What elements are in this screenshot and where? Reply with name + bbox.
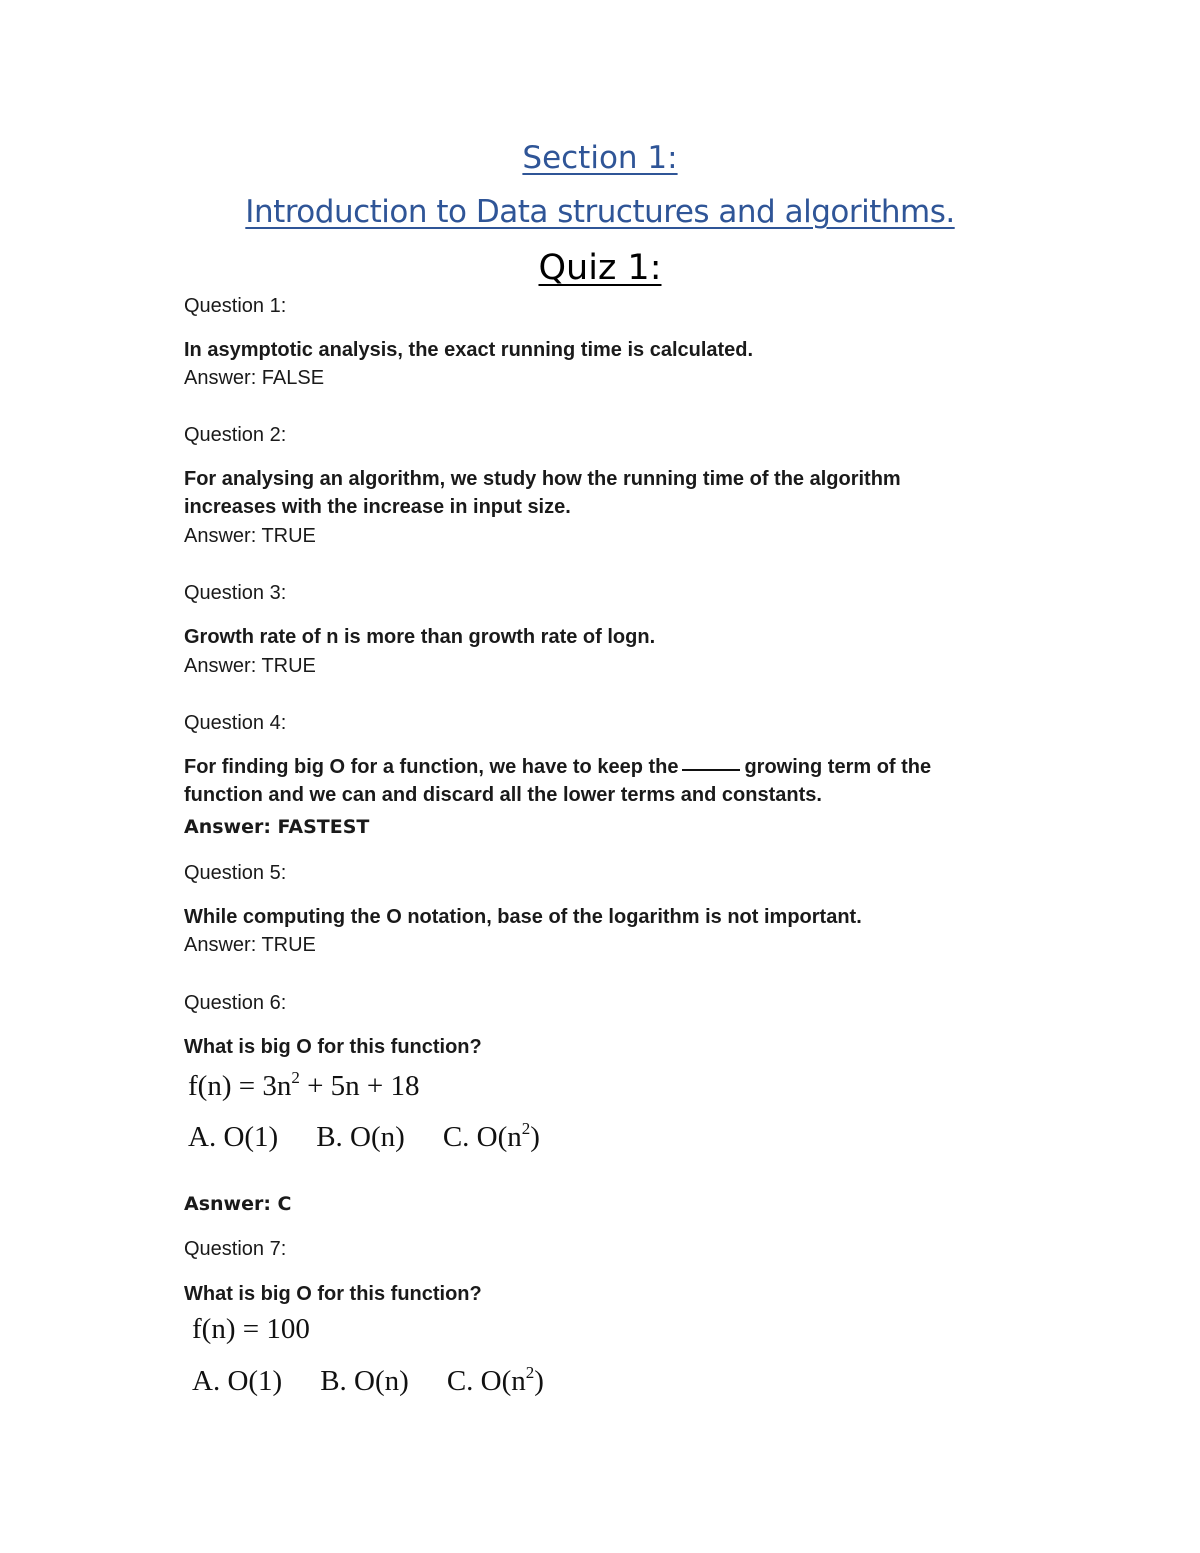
fill-in-blank xyxy=(682,753,740,771)
question-4-text-before-blank: For finding big O for a function, we have to keep the xyxy=(184,756,679,778)
option-c: C. $O(n^2)$ xyxy=(442,1119,540,1153)
question-6-function: $f(n) = 3n^2 + 5n + 18$ xyxy=(188,1068,420,1102)
option-b: B. O(n) xyxy=(316,1121,405,1153)
question-4-text-line2: function and we can and discard all the lower terms and constants. xyxy=(184,784,822,806)
option-a: A. O(1) xyxy=(192,1365,283,1397)
option-a: A. O(1) xyxy=(188,1121,279,1153)
question-7-options xyxy=(192,1365,582,1398)
option-c: C. $O(n^2)$ xyxy=(446,1363,544,1397)
question-4-text-line1 xyxy=(184,753,931,781)
question-6-label: Question 6: xyxy=(184,992,287,1014)
question-6-text: What is big O for this function? xyxy=(184,1036,482,1058)
option-b: B. O(n) xyxy=(320,1365,409,1397)
question-2-text-line1: For analysing an algorithm, we study how the running time of the algorithm xyxy=(184,468,901,490)
question-5-label: Question 5: xyxy=(184,862,287,884)
question-1-label: Question 1: xyxy=(184,295,287,317)
question-7-text: What is big O for this function? xyxy=(184,1283,482,1305)
question-4-text-after-blank: growing term of the xyxy=(744,756,932,778)
section-subtitle: Introduction to Data structures and algorithms. xyxy=(245,194,955,230)
question-2-text-line2: increases with the increase in input size. xyxy=(184,496,571,518)
section-title: Section 1: xyxy=(522,140,678,176)
question-3-label: Question 3: xyxy=(184,582,287,604)
question-4-answer: Answer: FASTEST xyxy=(184,816,370,838)
quiz-title: Quiz 1: xyxy=(538,248,662,288)
question-3-text: Growth rate of n is more than growth rate of logn. xyxy=(184,626,656,648)
question-1-answer: Answer: FALSE xyxy=(184,367,325,389)
question-5-answer: Answer: TRUE xyxy=(184,934,316,956)
question-1-text: In asymptotic analysis, the exact running time is calculated. xyxy=(184,339,754,361)
question-2-answer: Answer: TRUE xyxy=(184,525,316,547)
question-7-function: f(n) = 100 xyxy=(192,1313,310,1345)
question-3-answer: Answer: TRUE xyxy=(184,655,316,677)
question-4-label: Question 4: xyxy=(184,712,287,734)
question-7-label: Question 7: xyxy=(184,1238,287,1260)
question-6-options xyxy=(188,1121,578,1154)
question-2-label: Question 2: xyxy=(184,424,287,446)
question-6-answer: Asnwer: C xyxy=(184,1193,292,1215)
question-5-text: While computing the O notation, base of the logarithm is not important. xyxy=(184,906,862,928)
